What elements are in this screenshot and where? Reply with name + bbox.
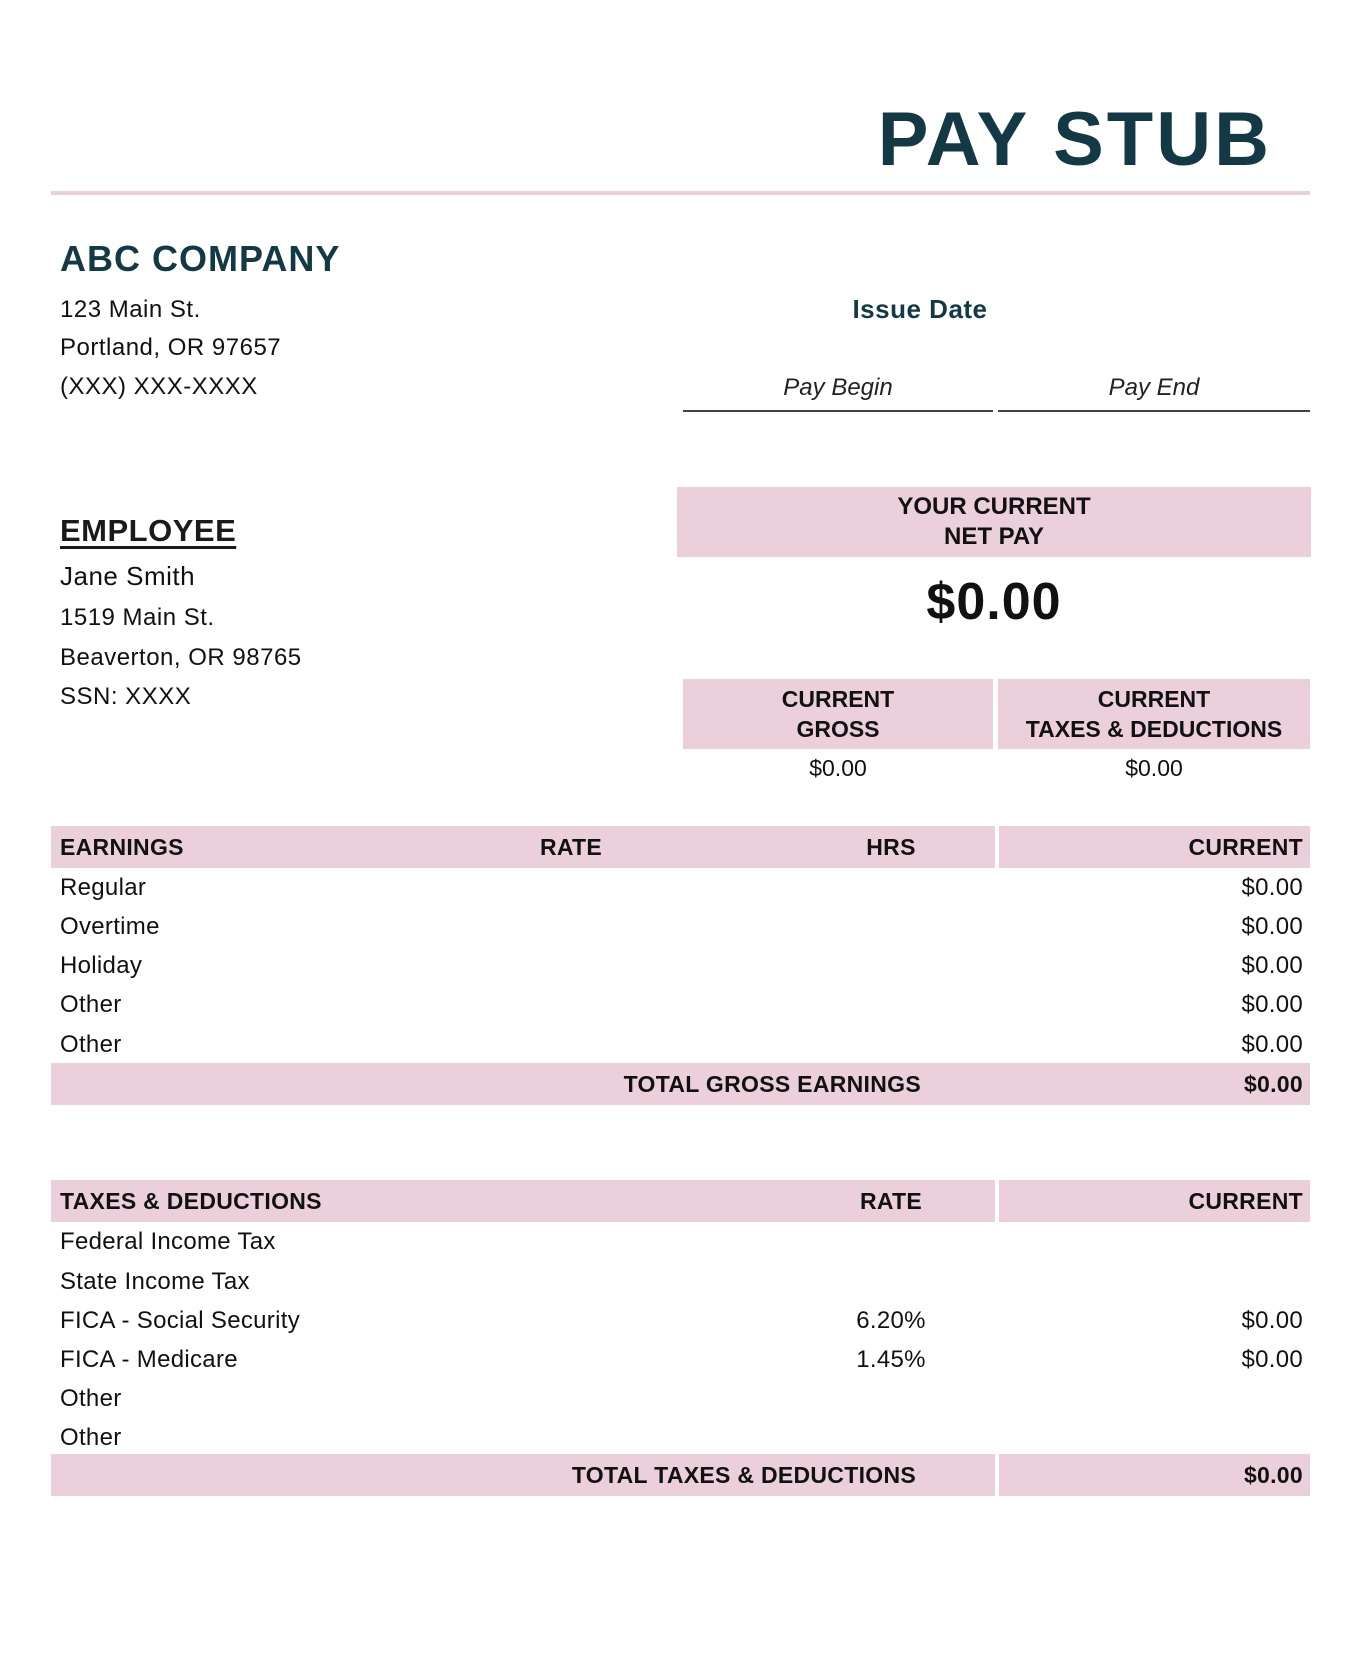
employee-name: Jane Smith bbox=[60, 561, 196, 591]
table-row bbox=[51, 948, 1310, 984]
table-row bbox=[51, 987, 1310, 1023]
total-gross-earnings-value: $0.00 bbox=[1243, 1071, 1303, 1097]
table-row bbox=[51, 1027, 1310, 1063]
earning-current: $0.00 bbox=[1241, 1031, 1303, 1058]
company-phone: (XXX) XXX-XXXX bbox=[60, 373, 258, 400]
earning-current: $0.00 bbox=[1241, 913, 1303, 940]
earnings-col-current: CURRENT bbox=[1188, 834, 1303, 860]
total-taxes-deductions-label: TOTAL TAXES & DEDUCTIONS bbox=[571, 1462, 916, 1488]
table-row bbox=[51, 1303, 1310, 1339]
earning-label: Holiday bbox=[60, 952, 143, 979]
deductions-total-row bbox=[51, 1454, 1310, 1496]
earnings-header-row bbox=[51, 826, 1310, 868]
column-gap bbox=[995, 1454, 999, 1496]
earning-current: $0.00 bbox=[1241, 952, 1303, 979]
earnings-col-hrs: HRS bbox=[866, 834, 916, 860]
deduction-label: FICA - Social Security bbox=[60, 1307, 301, 1334]
current-gross-label-line2: GROSS bbox=[796, 716, 880, 742]
deduction-label: Federal Income Tax bbox=[60, 1228, 276, 1255]
table-row bbox=[51, 1420, 1310, 1456]
current-gross-header bbox=[683, 679, 993, 749]
deductions-col-current: CURRENT bbox=[1188, 1188, 1303, 1214]
pay-end-field[interactable]: Pay End bbox=[998, 374, 1310, 412]
earnings-total-row bbox=[51, 1063, 1310, 1105]
net-pay-label-line1: YOUR CURRENT bbox=[897, 493, 1091, 520]
employee-address-line2: Beaverton, OR 98765 bbox=[60, 644, 302, 671]
company-address-line2: Portland, OR 97657 bbox=[60, 334, 282, 361]
deduction-label: FICA - Medicare bbox=[60, 1346, 238, 1373]
current-taxes-label-line1: CURRENT bbox=[1097, 686, 1211, 712]
pay-begin-field[interactable]: Pay Begin bbox=[683, 374, 993, 412]
table-row bbox=[51, 870, 1310, 906]
deduction-rate: 6.20% bbox=[856, 1307, 926, 1334]
net-pay-label-line2: NET PAY bbox=[943, 523, 1045, 550]
deductions-col-rate: RATE bbox=[859, 1188, 923, 1214]
table-row bbox=[51, 909, 1310, 945]
company-address-line1: 123 Main St. bbox=[60, 296, 201, 323]
deduction-label: Other bbox=[60, 1424, 122, 1451]
deduction-rate: 1.45% bbox=[856, 1346, 926, 1373]
earning-current: $0.00 bbox=[1241, 991, 1303, 1018]
deduction-label: Other bbox=[60, 1385, 122, 1412]
earning-label: Regular bbox=[60, 874, 147, 901]
column-gap bbox=[995, 1180, 999, 1222]
header-divider bbox=[51, 191, 1310, 195]
earning-label: Other bbox=[60, 1031, 122, 1058]
employee-heading: EMPLOYEE bbox=[60, 513, 237, 548]
total-taxes-deductions-value: $0.00 bbox=[1243, 1462, 1303, 1488]
issue-date-label: Issue Date bbox=[852, 294, 988, 324]
current-taxes-value: $0.00 bbox=[1125, 755, 1183, 781]
table-row bbox=[51, 1224, 1310, 1260]
current-taxes-label-line2: TAXES & DEDUCTIONS bbox=[1025, 716, 1283, 742]
current-gross-label-line1: CURRENT bbox=[781, 686, 895, 712]
table-row bbox=[51, 1264, 1310, 1300]
earning-current: $0.00 bbox=[1241, 874, 1303, 901]
deductions-col-label: TAXES & DEDUCTIONS bbox=[60, 1188, 322, 1214]
employee-ssn: SSN: XXXX bbox=[60, 683, 192, 710]
deduction-current: $0.00 bbox=[1241, 1307, 1303, 1334]
net-pay-value: $0.00 bbox=[926, 573, 1062, 631]
earning-label: Other bbox=[60, 991, 122, 1018]
current-taxes-header bbox=[998, 679, 1310, 749]
table-row bbox=[51, 1381, 1310, 1417]
earning-label: Overtime bbox=[60, 913, 160, 940]
total-gross-earnings-label: TOTAL GROSS EARNINGS bbox=[623, 1071, 921, 1097]
deduction-label: State Income Tax bbox=[60, 1268, 250, 1295]
net-pay-header bbox=[677, 487, 1311, 557]
deductions-header-row bbox=[51, 1180, 1310, 1222]
employee-address-line1: 1519 Main St. bbox=[60, 604, 215, 631]
current-gross-value: $0.00 bbox=[809, 755, 867, 781]
earnings-col-rate: RATE bbox=[539, 834, 603, 860]
column-gap bbox=[995, 826, 999, 868]
earnings-col-label: EARNINGS bbox=[60, 834, 184, 860]
page-title: PAY STUB bbox=[877, 97, 1272, 182]
table-row bbox=[51, 1342, 1310, 1378]
deduction-current: $0.00 bbox=[1241, 1346, 1303, 1373]
company-name: ABC COMPANY bbox=[60, 238, 341, 279]
